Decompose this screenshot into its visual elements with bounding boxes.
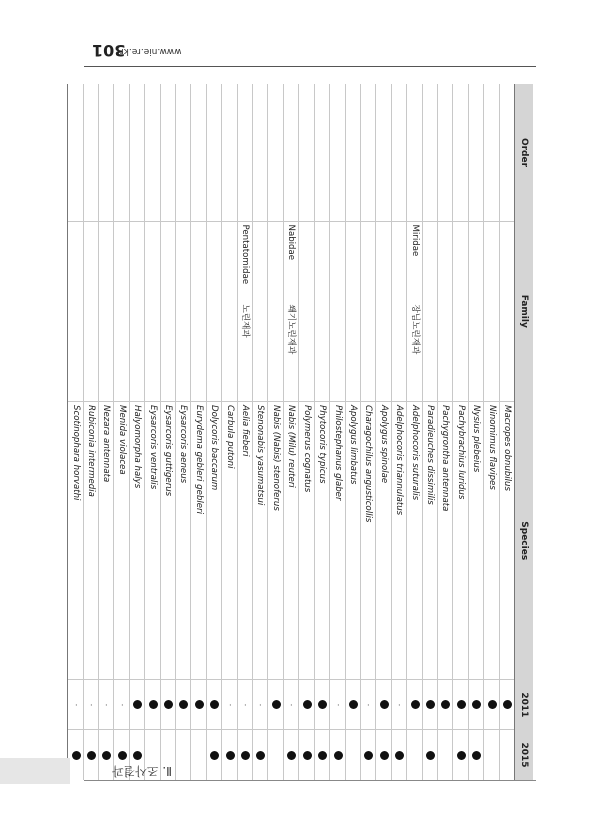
species-cell — [484, 402, 499, 680]
species-cell — [283, 402, 298, 680]
species-cell — [499, 402, 514, 680]
species-cell — [422, 402, 437, 680]
family-cell — [253, 221, 268, 402]
species-scientific-name: Polymerus cognatus — [301, 405, 312, 493]
presence-dot-icon — [488, 700, 497, 709]
species-cell — [145, 402, 160, 680]
species-scientific-name: Nezara antennata — [101, 405, 112, 483]
presence-cell-2011 — [68, 680, 83, 730]
species-scientific-name: Stenonabis yasumatsui — [255, 405, 266, 506]
presence-cell-2011 — [253, 680, 268, 730]
species-cell — [437, 402, 452, 680]
table-row — [437, 84, 452, 780]
species-scientific-name: Eysarcoris guttigerus — [163, 405, 174, 497]
presence-cell-2015 — [376, 730, 391, 780]
presence-dot-icon — [226, 751, 235, 760]
presence-cell-2015 — [299, 730, 314, 780]
species-cell — [391, 402, 406, 680]
order-cell — [83, 84, 98, 221]
presence-cell-2011 — [484, 680, 499, 730]
order-cell — [468, 84, 483, 221]
order-cell — [222, 84, 237, 221]
family-name: Pentatomidae — [240, 224, 251, 285]
presence-dot-icon — [457, 751, 466, 760]
presence-dot-icon — [241, 751, 250, 760]
table-row — [422, 84, 437, 780]
absence-dash: - — [364, 703, 373, 707]
presence-cell-2015 — [499, 730, 514, 780]
presence-cell-2015 — [314, 730, 329, 780]
family-cell — [283, 221, 298, 402]
family-cell — [83, 221, 98, 402]
order-cell — [129, 84, 144, 221]
order-cell — [453, 84, 468, 221]
presence-cell-2015 — [68, 730, 83, 780]
table-header-row — [515, 84, 534, 780]
presence-cell-2011 — [422, 680, 437, 730]
presence-cell-2011 — [237, 680, 252, 730]
presence-dot-icon — [287, 751, 296, 760]
presence-cell-2015 — [253, 730, 268, 780]
presence-cell-2011 — [83, 680, 98, 730]
family-cell — [299, 221, 314, 402]
presence-cell-2011 — [468, 680, 483, 730]
presence-dot-icon — [503, 700, 512, 709]
presence-cell-2011 — [160, 680, 175, 730]
table-row — [129, 84, 144, 780]
species-scientific-name: Adelphocoris suturalis — [409, 405, 420, 501]
table-row — [345, 84, 360, 780]
presence-cell-2011 — [114, 680, 129, 730]
presence-dot-icon — [395, 751, 404, 760]
presence-dot-icon — [272, 700, 281, 709]
section-title: Ⅱ. 조사결과 — [112, 764, 172, 778]
family-cell — [360, 221, 375, 402]
species-scientific-name: Nabis (Milu) reuteri — [286, 405, 297, 488]
presence-cell-2011 — [499, 680, 514, 730]
species-scientific-name: Philostephanus glaber — [332, 405, 343, 501]
species-scientific-name: Pachybrachius luridus — [455, 405, 466, 500]
presence-dot-icon — [380, 700, 389, 709]
species-cell — [191, 402, 206, 680]
presence-dot-icon — [472, 751, 481, 760]
family-name: Nabidae — [286, 224, 297, 261]
species-scientific-name: Apolygus limbatus — [347, 405, 358, 485]
family-cell — [499, 221, 514, 402]
species-table — [67, 84, 533, 780]
presence-cell-2015 — [407, 730, 422, 780]
family-korean-name: 쐐기노린재과 — [286, 304, 297, 355]
species-cell — [314, 402, 329, 680]
presence-cell-2015 — [453, 730, 468, 780]
species-cell — [253, 402, 268, 680]
table-row — [237, 84, 252, 780]
presence-dot-icon — [334, 751, 343, 760]
table-row — [484, 84, 499, 780]
presence-dot-icon — [195, 700, 204, 709]
table-row — [176, 84, 191, 780]
family-cell — [160, 221, 175, 402]
absence-dash: - — [333, 703, 342, 707]
family-cell — [437, 221, 452, 402]
species-cell — [345, 402, 360, 680]
order-cell — [407, 84, 422, 221]
species-scientific-name: Dolycoris baccarum — [209, 405, 220, 491]
order-cell — [160, 84, 175, 221]
header-rule — [84, 66, 536, 67]
presence-cell-2011 — [129, 680, 144, 730]
family-cell — [407, 221, 422, 402]
order-cell — [145, 84, 160, 221]
header-2011: 2011 — [515, 680, 534, 730]
family-cell — [129, 221, 144, 402]
presence-cell-2015 — [176, 730, 191, 780]
presence-dot-icon — [303, 751, 312, 760]
species-cell — [222, 402, 237, 680]
species-scientific-name: Adelphocoris triannulatus — [394, 405, 405, 516]
presence-cell-2015 — [330, 730, 345, 780]
presence-cell-2015 — [206, 730, 221, 780]
table-row — [407, 84, 422, 780]
table-row — [468, 84, 483, 780]
species-cell — [114, 402, 129, 680]
species-cell — [83, 402, 98, 680]
species-cell — [376, 402, 391, 680]
species-cell — [360, 402, 375, 680]
order-cell — [376, 84, 391, 221]
species-scientific-name: Rubiconia intermedia — [86, 405, 97, 497]
presence-cell-2011 — [391, 680, 406, 730]
presence-cell-2011 — [299, 680, 314, 730]
table-row — [330, 84, 345, 780]
page-number: 301 — [92, 41, 126, 60]
presence-dot-icon — [164, 700, 173, 709]
family-cell — [345, 221, 360, 402]
presence-cell-2015 — [484, 730, 499, 780]
species-scientific-name: Scotinophara horvathi — [70, 405, 81, 501]
table-row — [253, 84, 268, 780]
presence-cell-2011 — [99, 680, 114, 730]
species-scientific-name: Macropes obnubilus — [502, 405, 512, 491]
presence-cell-2015 — [222, 730, 237, 780]
absence-dash: - — [117, 703, 126, 707]
species-cell — [99, 402, 114, 680]
presence-cell-2015 — [283, 730, 298, 780]
presence-dot-icon — [210, 751, 219, 760]
species-scientific-name: Nabis (Nabis) stenoferus — [270, 405, 281, 511]
order-cell — [314, 84, 329, 221]
absence-dash: - — [225, 703, 234, 707]
order-cell — [422, 84, 437, 221]
species-cell — [129, 402, 144, 680]
species-table-container — [70, 84, 533, 780]
presence-dot-icon — [210, 700, 219, 709]
species-scientific-name: Aelia fieberi — [240, 405, 251, 457]
absence-dash: - — [241, 703, 250, 707]
order-cell — [299, 84, 314, 221]
species-cell — [68, 402, 83, 680]
table-row — [114, 84, 129, 780]
order-cell — [191, 84, 206, 221]
order-cell — [360, 84, 375, 221]
header-order: Order — [515, 84, 534, 221]
family-cell — [145, 221, 160, 402]
presence-cell-2011 — [283, 680, 298, 730]
species-cell — [206, 402, 221, 680]
species-cell — [407, 402, 422, 680]
species-scientific-name: Paradieuches dissimilis — [424, 405, 435, 505]
presence-dot-icon — [318, 751, 327, 760]
family-cell — [391, 221, 406, 402]
table-row — [283, 84, 298, 780]
presence-dot-icon — [349, 700, 358, 709]
species-scientific-name: Eysarcoris ventralis — [147, 405, 158, 490]
species-scientific-name: Menida violacea — [116, 405, 127, 475]
presence-cell-2011 — [314, 680, 329, 730]
family-name: Miridae — [409, 224, 420, 257]
species-cell — [468, 402, 483, 680]
family-cell — [268, 221, 283, 402]
presence-dot-icon — [364, 751, 373, 760]
presence-cell-2011 — [268, 680, 283, 730]
presence-cell-2015 — [468, 730, 483, 780]
family-cell — [314, 221, 329, 402]
species-scientific-name: Eysarcoris aeneus — [178, 405, 189, 484]
order-cell — [253, 84, 268, 221]
presence-cell-2015 — [268, 730, 283, 780]
table-row — [191, 84, 206, 780]
species-cell — [330, 402, 345, 680]
presence-cell-2011 — [330, 680, 345, 730]
species-cell — [160, 402, 175, 680]
family-cell — [99, 221, 114, 402]
presence-dot-icon — [133, 700, 142, 709]
site-url: www.nie.re.kr — [120, 46, 182, 56]
absence-dash: - — [395, 703, 404, 707]
table-row — [376, 84, 391, 780]
presence-cell-2015 — [391, 730, 406, 780]
species-scientific-name: Charagochilus angusticollis — [363, 405, 374, 523]
absence-dash: - — [287, 703, 296, 707]
species-cell — [299, 402, 314, 680]
family-cell — [468, 221, 483, 402]
species-scientific-name: Eurydema gebleri gebleri — [193, 405, 204, 514]
presence-dot-icon — [472, 700, 481, 709]
table-row — [145, 84, 160, 780]
presence-dot-icon — [257, 751, 266, 760]
presence-dot-icon — [133, 751, 142, 760]
family-cell — [176, 221, 191, 402]
presence-dot-icon — [380, 751, 389, 760]
presence-cell-2011 — [206, 680, 221, 730]
page-header — [92, 36, 182, 60]
species-scientific-name: Ninomimus flavipes — [486, 405, 497, 490]
presence-dot-icon — [87, 751, 96, 760]
family-cell — [191, 221, 206, 402]
order-cell — [68, 84, 83, 221]
order-cell — [206, 84, 221, 221]
absence-dash: - — [87, 703, 96, 707]
table-row — [453, 84, 468, 780]
absence-dash: - — [102, 703, 111, 707]
species-scientific-name: Halyomorpha halys — [132, 405, 143, 489]
presence-cell-2011 — [376, 680, 391, 730]
presence-cell-2015 — [360, 730, 375, 780]
family-cell — [68, 221, 83, 402]
presence-cell-2015 — [191, 730, 206, 780]
presence-cell-2015 — [437, 730, 452, 780]
family-korean-name: 노린재과 — [240, 304, 251, 338]
table-row — [68, 84, 83, 780]
species-cell — [453, 402, 468, 680]
presence-dot-icon — [426, 751, 435, 760]
table-row — [299, 84, 314, 780]
presence-cell-2011 — [437, 680, 452, 730]
species-scientific-name: Pachygrontha antennata — [440, 405, 451, 512]
presence-cell-2011 — [345, 680, 360, 730]
presence-dot-icon — [179, 700, 188, 709]
section-title-container — [82, 760, 172, 782]
table-body — [68, 84, 515, 780]
presence-dot-icon — [72, 751, 81, 760]
presence-dot-icon — [102, 751, 111, 760]
order-cell — [283, 84, 298, 221]
header-species: Species — [515, 402, 534, 680]
presence-dot-icon — [426, 700, 435, 709]
table-row — [391, 84, 406, 780]
species-cell — [176, 402, 191, 680]
presence-cell-2011 — [145, 680, 160, 730]
absence-dash: - — [256, 703, 265, 707]
table-row — [99, 84, 114, 780]
order-cell — [176, 84, 191, 221]
table-row — [360, 84, 375, 780]
table-row — [160, 84, 175, 780]
species-scientific-name: Nysius plebeius — [471, 405, 482, 473]
order-cell — [330, 84, 345, 221]
presence-cell-2011 — [191, 680, 206, 730]
family-cell — [422, 221, 437, 402]
family-cell — [453, 221, 468, 402]
presence-cell-2011 — [407, 680, 422, 730]
presence-cell-2011 — [453, 680, 468, 730]
family-cell — [222, 221, 237, 402]
species-cell — [268, 402, 283, 680]
order-cell — [237, 84, 252, 221]
table-row — [499, 84, 514, 780]
order-cell — [484, 84, 499, 221]
order-cell — [99, 84, 114, 221]
presence-cell-2011 — [360, 680, 375, 730]
presence-cell-2011 — [222, 680, 237, 730]
species-scientific-name: Apolygus spinolae — [378, 405, 389, 484]
order-cell — [437, 84, 452, 221]
order-cell — [499, 84, 514, 221]
order-cell — [391, 84, 406, 221]
table-row — [83, 84, 98, 780]
species-scientific-name: Phytocoris typicus — [317, 405, 328, 484]
table-row — [314, 84, 329, 780]
species-scientific-name: Carbula putoni — [224, 405, 235, 469]
family-korean-name: 장님노린재과 — [409, 304, 420, 355]
presence-dot-icon — [457, 700, 466, 709]
species-cell — [237, 402, 252, 680]
presence-dot-icon — [441, 700, 450, 709]
header-family: Family — [515, 221, 534, 402]
presence-cell-2015 — [422, 730, 437, 780]
table-row — [222, 84, 237, 780]
family-cell — [376, 221, 391, 402]
table-row — [206, 84, 221, 780]
presence-dot-icon — [118, 751, 127, 760]
table-row — [268, 84, 283, 780]
family-cell — [114, 221, 129, 402]
presence-dot-icon — [318, 700, 327, 709]
order-cell — [114, 84, 129, 221]
presence-cell-2011 — [176, 680, 191, 730]
absence-dash: - — [71, 703, 80, 707]
family-cell — [484, 221, 499, 402]
presence-dot-icon — [303, 700, 312, 709]
presence-cell-2015 — [345, 730, 360, 780]
family-cell — [237, 221, 252, 402]
presence-dot-icon — [411, 700, 420, 709]
header-2015: 2015 — [515, 730, 534, 780]
order-cell — [268, 84, 283, 221]
order-cell — [345, 84, 360, 221]
presence-cell-2015 — [237, 730, 252, 780]
section-tab — [0, 758, 70, 784]
family-cell — [206, 221, 221, 402]
family-cell — [330, 221, 345, 402]
presence-dot-icon — [149, 700, 158, 709]
